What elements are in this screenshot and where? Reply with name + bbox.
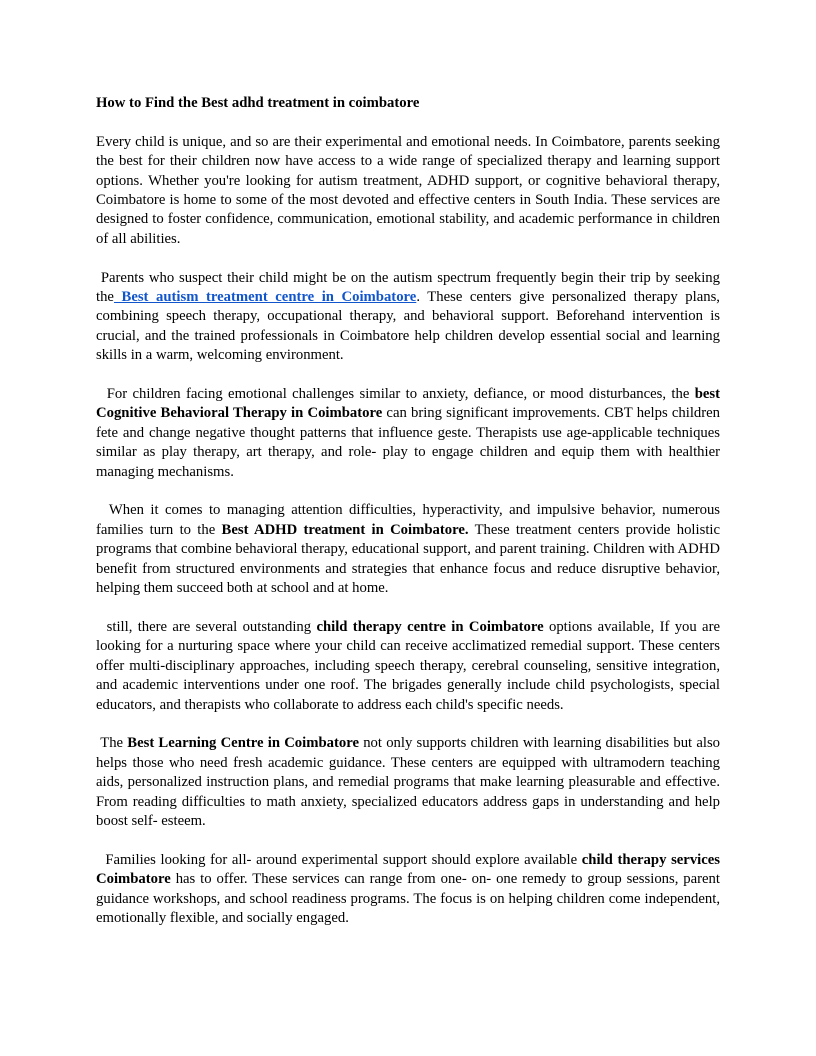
paragraph-text: Every child is unique, and so are their experimental and emotional needs. In Coimbatore, parents seeking the best for their children now have access to a wide range of specialized therapy and learning support options. Whether you're looking for autism treatment, ADHD support, or cognitive behavioral therapy, Coimbatore is home to some of the most devoted and effective centers in South India. These services are designed to foster confidence, communication, emotional stability, and academic performance in children of all abilities.	[96, 133, 720, 247]
paragraph-cbt	[96, 385, 720, 482]
bold-keyword: Best Learning Centre in Coimbatore	[127, 735, 359, 752]
paragraph-learning-centre	[96, 734, 720, 831]
paragraph-therapy-services	[96, 851, 720, 929]
paragraph-text: has to offer. These services can range from one- on- one remedy to group sessions, parent guidance workshops, and school readiness programs. The focus is on helping children come independent, emotionally flexible, and socially engaged.	[96, 871, 720, 926]
paragraph-text: still, there are several outstanding	[106, 618, 317, 635]
paragraph-text: can bring significant improvements. CBT helps children fete and change negative thought patterns that influence geste. Therapists use age-applicable techniques similar as play therapy, art therapy, and role- play to engage children and equip them with healthier managing mechanisms.	[96, 405, 720, 480]
paragraph-intro	[96, 133, 720, 249]
bold-keyword: child therapy services Coimbatore	[96, 851, 720, 888]
bold-keyword: best Cognitive Behavioral Therapy in Coimbatore	[96, 386, 720, 422]
paragraph-text: not only supports children with learning disabilities but also helps those who need fresh academic guidance. These centers are equipped with ultramodern teaching aids, personalized instruction plans, and remedial programs that make learning pleasurable and effective. From reading difficulties to math anxiety, specialized educators address gaps in understanding and help boost self- esteem.	[96, 735, 721, 829]
document-page	[96, 94, 720, 928]
paragraph-text: options available, If you are looking for a nurturing space where your child can receive acclimatized remedial support. These centers offer multi-disciplinary approaches, including speech therapy, cerebral counseling, sensitive integration, and academic interventions under one roof. The brigades generally include child psychologists, special educators, and therapists who collaborate to address each child's specific needs.	[96, 618, 720, 713]
paragraph-autism	[96, 269, 720, 366]
paragraph-text: Families looking for all- around experimental support should explore available	[105, 851, 582, 868]
bold-keyword: Best ADHD treatment in Coimbatore.	[221, 521, 469, 538]
autism-treatment-link[interactable]: Best autism treatment centre in Coimbatore	[113, 289, 417, 306]
paragraph-text: The	[100, 735, 128, 752]
paragraph-text: Parents who suspect their child might be on the autism spectrum frequently begin their trip by seeking the	[96, 269, 720, 306]
bold-keyword: child therapy centre in Coimbatore	[316, 618, 544, 635]
document-title: How to Find the Best adhd treatment in coimbatore	[96, 95, 420, 111]
paragraph-text: . These centers give personalized therapy plans, combining speech therapy, occupational therapy, and behavioral support. Beforehand intervention is crucial, and the trained professionals in Coimbatore help children develop essential social and learning skills in a warm, welcoming environment.	[96, 289, 720, 364]
paragraph-child-therapy-centre	[96, 618, 720, 715]
paragraph-text: For children facing emotional challenges similar to anxiety, defiance, or mood disturbances, the	[106, 386, 695, 403]
paragraph-adhd	[96, 501, 720, 598]
paragraph-text: When it comes to managing attention difficulties, hyperactivity, and impulsive behavior, numerous families turn to the	[96, 502, 721, 538]
paragraph-text: These treatment centers provide holistic programs that combine behavioral therapy, educational support, and parent training. Children with ADHD benefit from structured environments and strategies that enhance focus and reduce disruptive behavior, helping them succeed both at school and at home.	[96, 521, 720, 597]
